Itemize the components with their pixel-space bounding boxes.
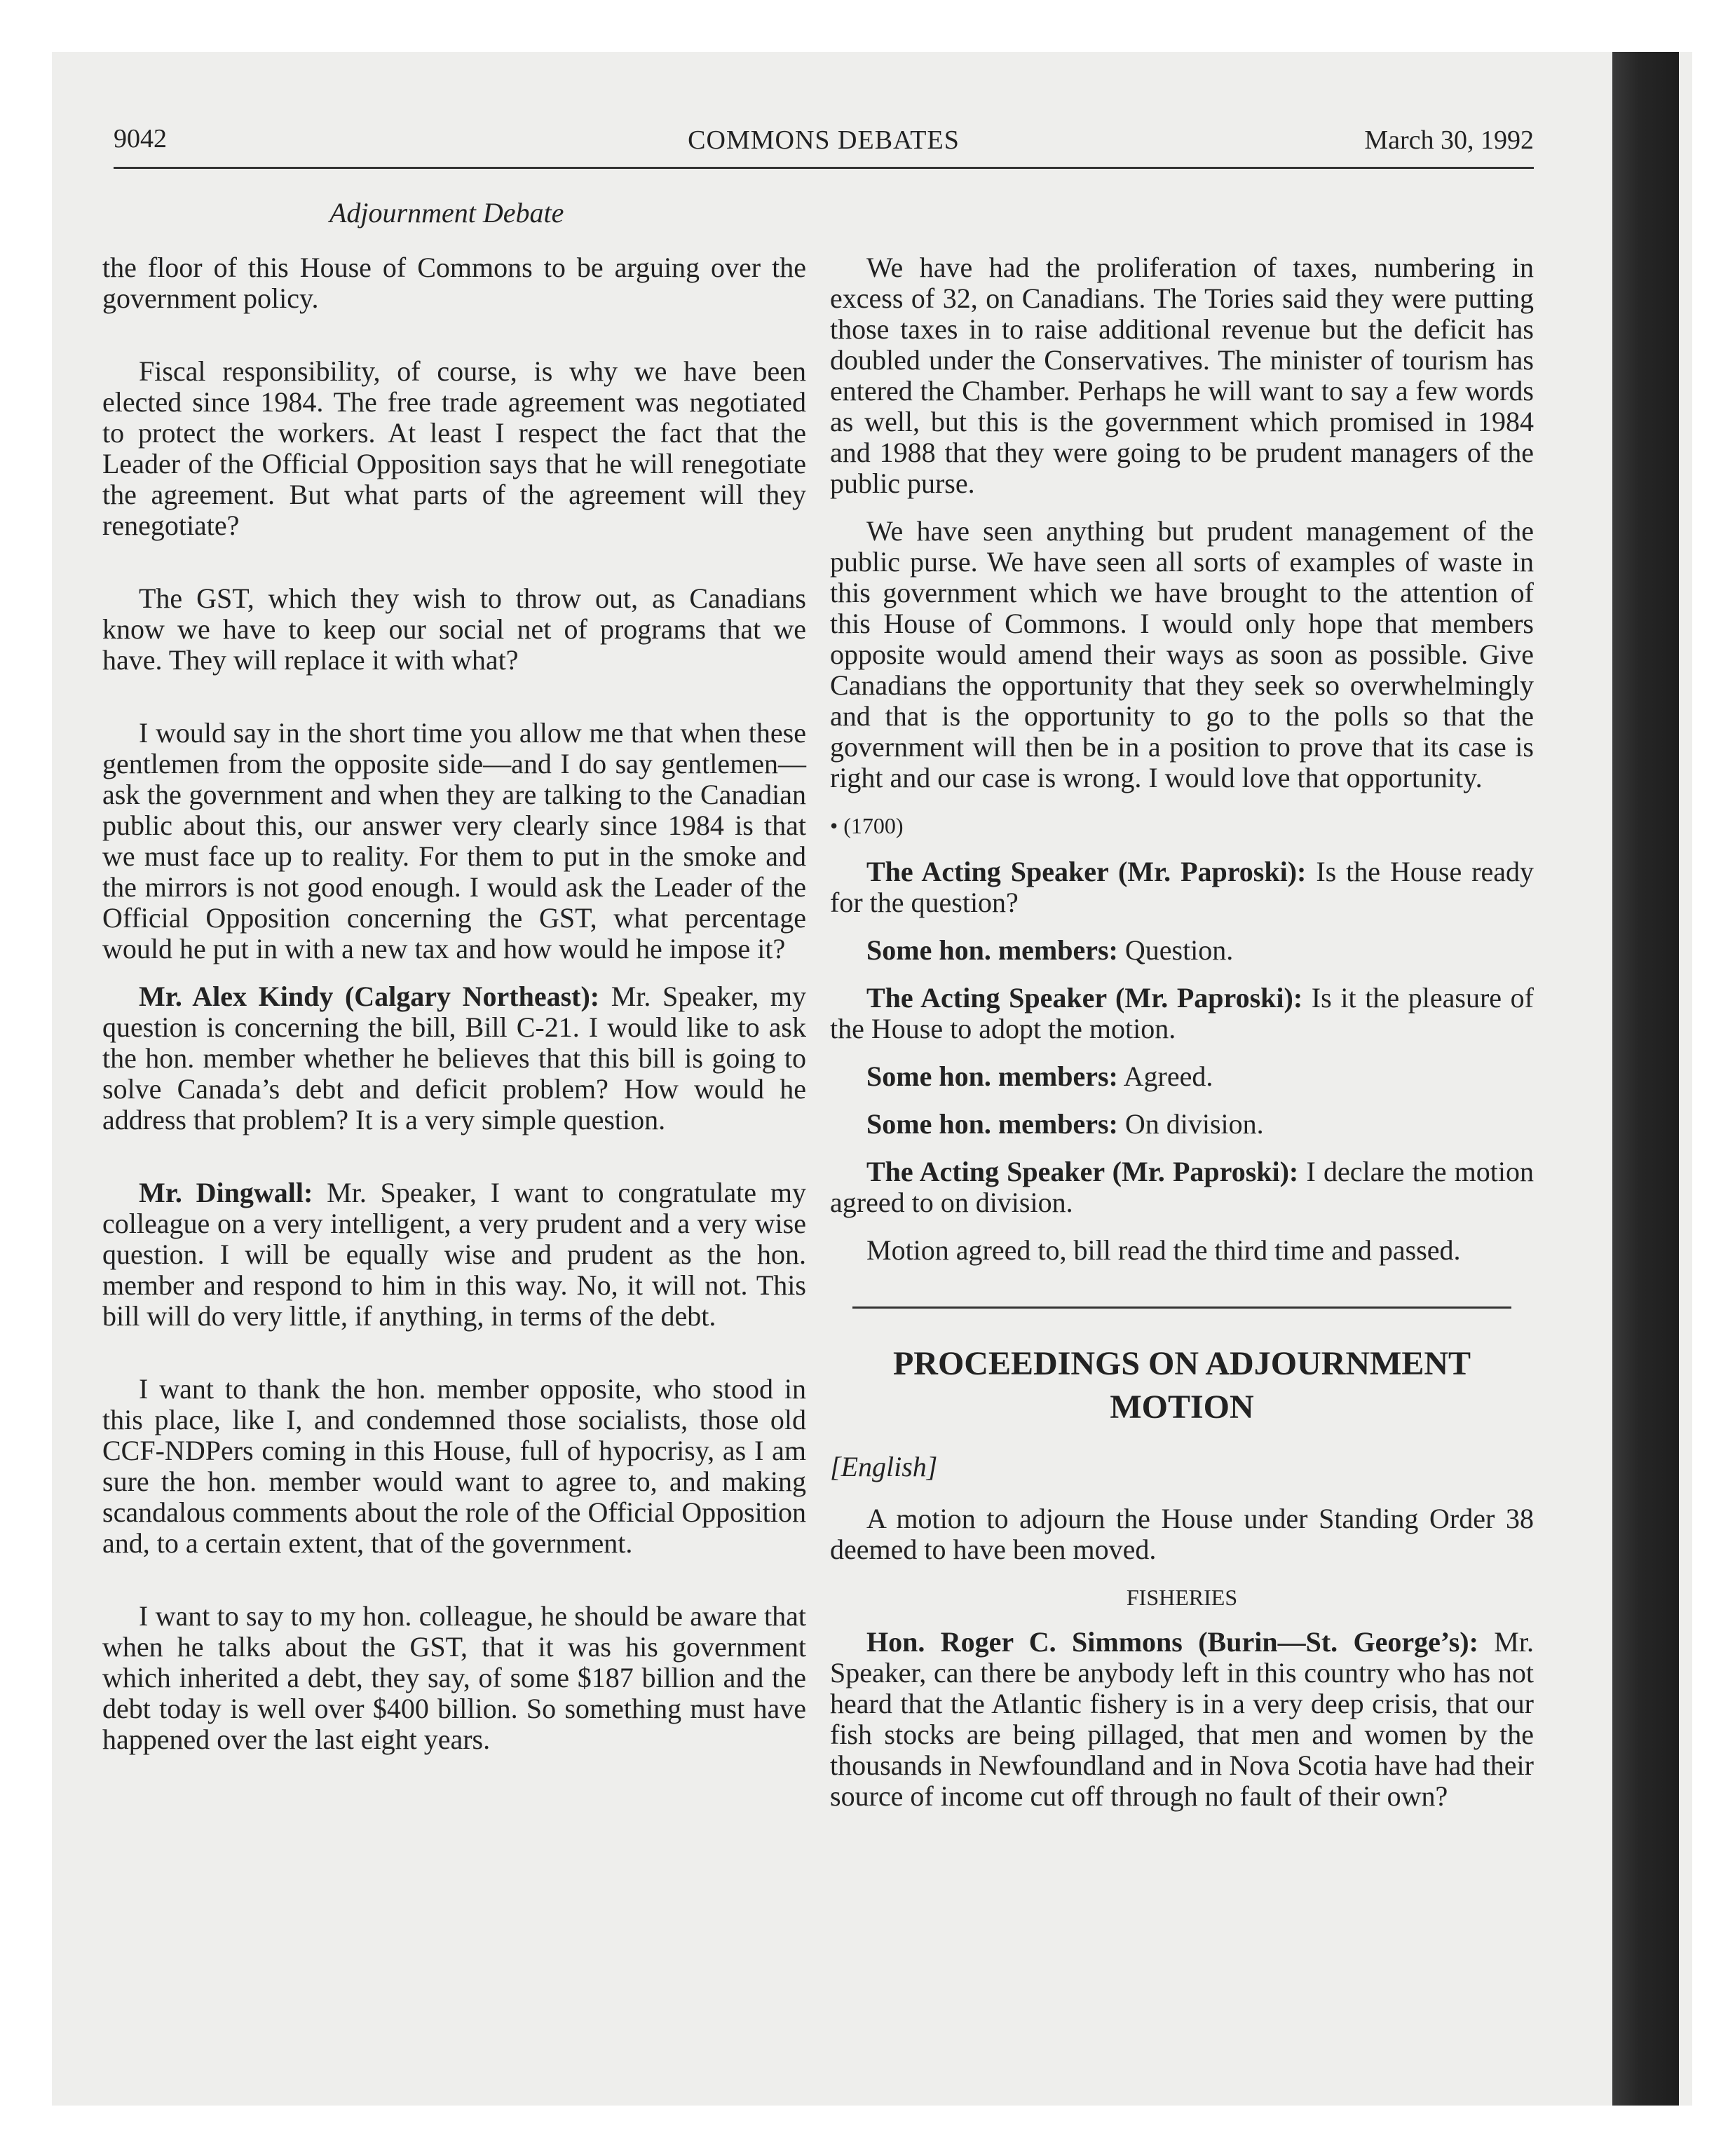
speech-paragraph: [830, 1109, 1534, 1140]
speaker-name: Mr. Dingwall:: [139, 1177, 313, 1208]
speech-text: Is the House ready for the question?: [830, 856, 1534, 918]
section-divider: [852, 1306, 1511, 1309]
speaker-name: The Acting Speaker (Mr. Paproski):: [866, 1156, 1299, 1187]
running-title: COMMONS DEBATES: [688, 125, 960, 155]
speech-paragraph: [102, 981, 806, 1135]
speaker-name: The Acting Speaker (Mr. Paproski):: [866, 982, 1303, 1014]
paragraph: I would say in the short time you allow me that when these gentlemen from the opposite side—and I do say gentlemen—ask the government and when they are talking to the Canadian public about this, our answer very clearly since 1984 is that we must face up to reality. For them to put in the smoke and the mirrors is not good enough. I would ask the Leader of the Official Opposition concerning the GST, what percentage would he put in with a new tax and how would he impose it?: [102, 717, 806, 964]
paragraph: The GST, which they wish to throw out, as Canadians know we have to keep our social net of programs that we have. They will replace it with what?: [102, 582, 806, 676]
speaker-name: Mr. Alex Kindy (Calgary Northeast):: [139, 981, 600, 1012]
speech-paragraph: [830, 1627, 1534, 1812]
speech-paragraph: [830, 935, 1534, 966]
paragraph: A motion to adjourn the House under Standing Order 38 deemed to have been moved.: [830, 1503, 1534, 1565]
section-label: Adjournment Debate: [329, 197, 564, 228]
paragraph: We have had the proliferation of taxes, numbering in excess of 32, on Canadians. The Tories said they were putting those taxes in to raise additional revenue but the deficit has doubled under the Conservatives. The minister of tourism has entered the Chamber. Perhaps he will want to say a few words as well, but this is the government which promised in 1984 and 1988 that they were going to be prudent managers of the public purse.: [830, 252, 1534, 499]
speech-paragraph: [102, 1178, 806, 1332]
speaker-name: Some hon. members:: [866, 1060, 1118, 1092]
section-heading: PROCEEDINGS ON ADJOURNMENT MOTION: [892, 1345, 1471, 1426]
time-marker: • (1700): [830, 813, 904, 838]
speaker-name: The Acting Speaker (Mr. Paproski):: [866, 856, 1307, 887]
speech-text: On division.: [1117, 1108, 1264, 1140]
paragraph: We have seen anything but prudent management of the public purse. We have seen all sorts of examples of waste in this government which we have brought to the attention of this House of Commons. I would only hope that members opposite would amend their ways as soon as possible. Give Canadians the opportunity that they seek so overwhelmingly and that is the opportunity to go to the polls so that the government will then be in a position to prove that its case is right and our case is wrong. I would love that opportunity.: [830, 515, 1534, 793]
speech-text: Mr. Speaker, can there be anybody left in this country who has not heard that the Atlantic fishery is in a very deep crisis, that our fish stocks are being pillaged, that men and women by the thousands in Newfoundland and in Nova Scotia have had their source of income cut off through no fault of their own?: [830, 1626, 1534, 1812]
page-header: [114, 123, 1534, 169]
motion-result: Motion agreed to, bill read the third time and passed.: [866, 1234, 1461, 1266]
speech-text: Is it the pleasure of the House to adopt the motion.: [830, 982, 1534, 1044]
speech-paragraph: [830, 1061, 1534, 1092]
speaker-name: Hon. Roger C. Simmons (Burin—St. George’s):: [866, 1626, 1478, 1658]
page-number: 9042: [114, 124, 167, 153]
speech-text: Agreed.: [1117, 1060, 1213, 1092]
speaker-name: Some hon. members:: [866, 1108, 1118, 1140]
paragraph: Fiscal responsibility, of course, is why we have been elected since 1984. The free trade agreement was negotiated to protect the workers. At least I respect the fact that the Leader of the Official Opposition says that he will renegotiate the agreement. But what parts of the agreement will they renegotiate?: [102, 355, 806, 541]
speech-paragraph: [830, 983, 1534, 1044]
speech-paragraph: [830, 1157, 1534, 1218]
speech-text: Question.: [1117, 934, 1234, 966]
speech-text: Mr. Speaker, I want to congratulate my colleague on a very intelligent, a very prudent and a very wise question. I will be equally wise and prudent as the hon. member and respond to him in this way. No, it will not. This bill will do very little, if anything, in terms of the debt.: [102, 1177, 806, 1332]
left-column: [102, 252, 806, 1772]
speech-text: Mr. Speaker, my question is concerning the bill, Bill C-21. I would like to ask the hon. member whether he believes that this bill is going to solve Canada’s debt and deficit problem? How would he address that problem? It is a very simple question.: [102, 981, 806, 1135]
subheading: FISHERIES: [1126, 1585, 1238, 1610]
scan-edge-shadow: [1612, 52, 1679, 2106]
right-column: [830, 252, 1534, 1829]
paragraph-continued: the floor of this House of Commons to be arguing over the government policy.: [102, 252, 806, 314]
page-date: March 30, 1992: [1364, 125, 1534, 155]
speech-paragraph: [830, 857, 1534, 918]
paragraph: I want to say to my hon. colleague, he should be aware that when he talks about the GST, that it was his government which inherited a debt, they say, of some $187 billion and the debt today is well over $400 billion. So something must have happened over the last eight years.: [102, 1600, 806, 1755]
paragraph: I want to thank the hon. member opposite, who stood in this place, like I, and condemned those socialists, those old CCF-NDPers coming in this House, full of hypocrisy, as I am sure the hon. member would want to agree to, and making scandalous comments about the role of the Official Opposition and, to a certain extent, that of the government.: [102, 1373, 806, 1559]
speech-text: I declare the motion agreed to on division.: [830, 1156, 1534, 1218]
speaker-name: Some hon. members:: [866, 934, 1118, 966]
language-tag: [English]: [830, 1451, 938, 1482]
